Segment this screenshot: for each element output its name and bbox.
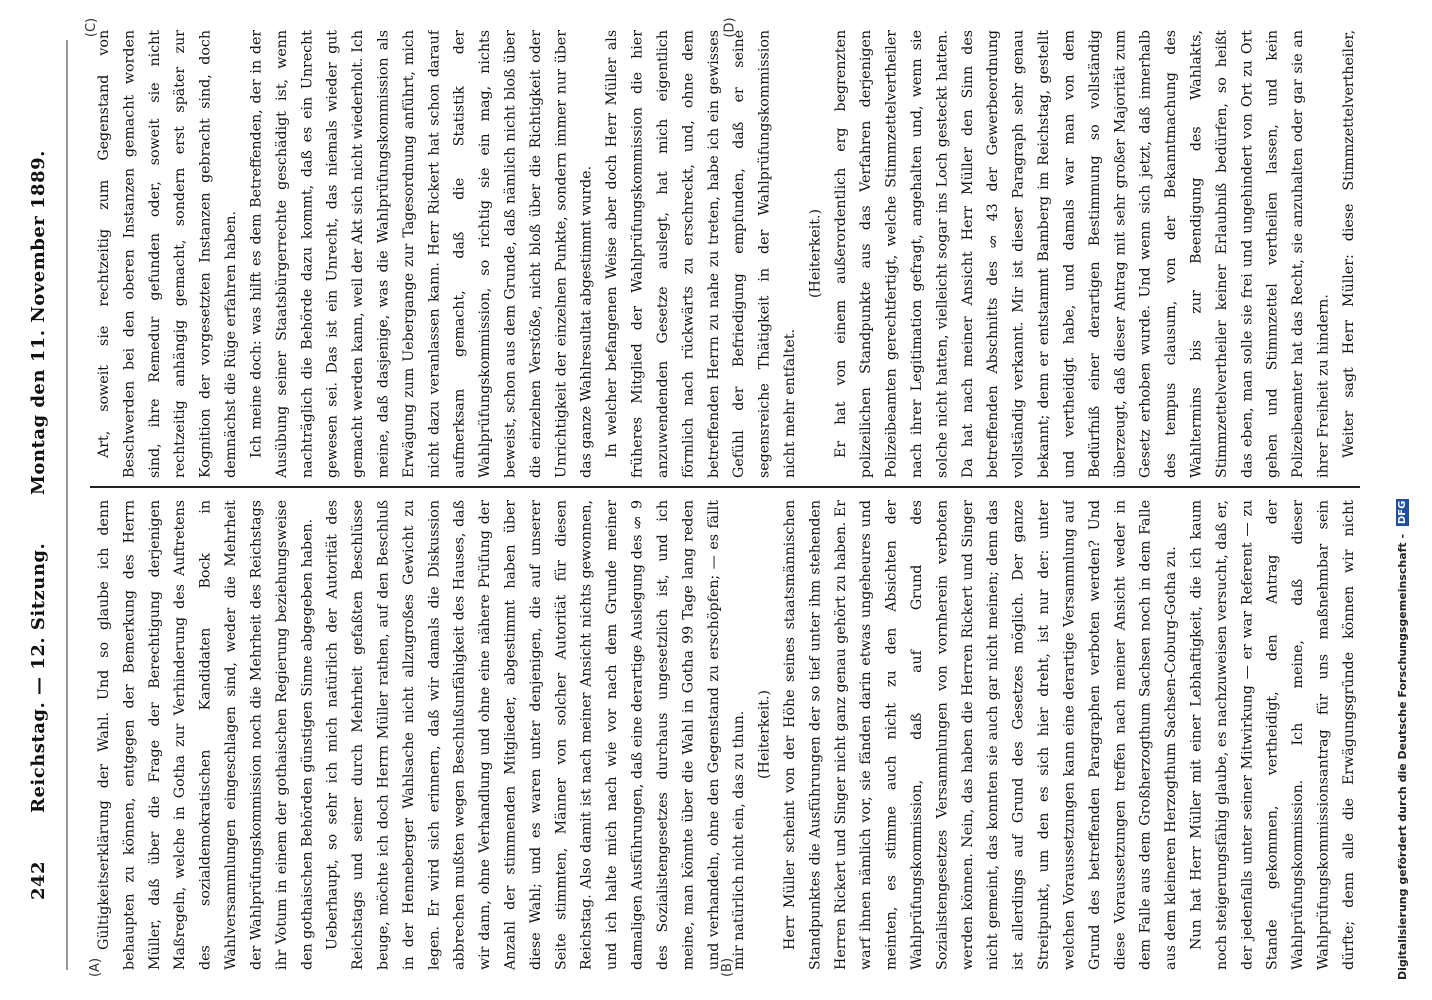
dfg-logo: DFG	[1397, 500, 1408, 525]
paragraph: Nun hat Herr Müller mit einer Lebhaftigkeit, die ich kaum noch steigerungsfähig glaube, es nachzuweisen versucht, daß er, der jedenfalls unter seiner Mitwirkung — er war Referent — zu Stande gekommen, vertheidigt, den Antrag der Wahlprüfungskommission. Ich meine, daß dieser Wahlprüfungskommissionsantrag für uns maßnehmbar sein dürfte; denn alle die Erwägungsgründe können wir nicht	[1188, 500, 1357, 970]
paragraph: Er hat von einem außerordentlich erg begrenzten polizeilichen Standpunkte aus das Verfahren derjenigen Polizeibeamten gerechtfertigt, welche Stimmzettelvertheiler nach ihrer Legitimation gefragt, angehalten und, wenn sie solche nicht hatten, vielleicht sogar ins Loch gesteckt hatten. Da hat nach meiner Ansicht Herr Müller den Sinn des betreffenden Abschnitts des § 43 der Gewerbeordnung vollständig verkannt. Mir ist dieser Paragraph sehr genau bekannt; denn er entstammt Bamberg im Reichstag, gestellt und vertheidigt habe, und damals war man von dem Bedürfniß einer derartigen Bestimmung so vollständig überzeugt, daß dieser Antrag mit sehr großer Majorität zum Gesetz erhoben wurde. Und wenn sich jetzt, daß innerhalb des tempus clausum, von der Bekanntmachung des Wahltermins bis zur Beendigung des Wahlakts, Stimmzettelvertheiler keiner Erlaubniß bedürfen, so heißt das eben, man solle sie frei und ungehindert von Ort zu Ort gehen und Stimmzettel vertheilen lassen, und kein Polizeibeamter hat das Recht, sie anzuhalten oder gar sie an ihrer Freiheit zu hindern.	[832, 30, 1332, 478]
paragraph: Ich meine doch: was hilft es dem Betreffenden, der in der Ausübung seiner Staatsbürgerrechte geschädigt ist, wenn nachträglich die Behörde dazu kommt, daß es ein Unrecht gewesen sei. Das ist ein Unrecht, das niemals wieder gut gemacht werden kann, weil der Akt sich nicht wiederholt. Ich meine, daß dasjenige, was die Wahlprüfungskommission als Erwägung zum Uebergange zur Tagesordnung anführt, mich nicht dazu veranlassen kann. Herr Rickert hat schon darauf aufmerksam gemacht, daß die Statistik der Wahlprüfungskommission, so richtig sie ein mag, nichts beweist, schon aus dem Grunde, daß nämlich nicht bloß über die einzelnen Verstöße, nicht bloß über die Richtigkeit oder Unrichtigkeit der einzelnen Punkte, sondern immer nur über das ganze Wahlresultat abgestimmt wurde.	[248, 30, 595, 478]
left-column	[92, 500, 1360, 970]
header-title: Reichstag. — 12. Sitzung.	[28, 542, 49, 814]
margin-mark-d: (D)	[722, 17, 738, 38]
paragraph: Gültigkeitserklärung der Wahl. Und so glaube ich denn behaupten zu können, entgegen der Bemerkung des Herrn Müller, daß über die Frage der Berechtigung derjenigen Maßregeln, welche in Gotha zur Verhinderung des Auftretens des sozialdemokratischen Kandidaten Bock in Wahlversammlungen eingeschlagen sind, weder die Mehrheit der Wahlprüfungskommission noch die Mehrheit des Reichstags ihr Votum in einem der gothaischen Regierung beziehungsweise den gothaischen Behörden günstigen Sinne abgegeben haben.	[96, 500, 316, 970]
margin-mark-c: (C)	[84, 17, 100, 38]
column-divider	[90, 486, 1360, 488]
paragraph: Art, soweit sie rechtzeitig zum Gegenstand von Beschwerden bei den oberen Instanzen gemacht worden sind, ihre Remedur gefunden oder, soweit sie nicht rechtzeitig anhängig gemacht, sondern erst später zur Kognition der vorgesetzten Instanzen gebracht sind, doch demnächst die Rüge erfahren haben.	[96, 30, 240, 478]
paragraph: Ueberhaupt, so sehr ich mich natürlich der Autorität des Reichstags und seiner durch Mehrheit gefaßten Beschlüsse beuge, möchte ich doch Herrn Müller rathen, auf den Beschluß in der Henneberger Wahlsache nicht allzugroßes Gewicht zu legen. Er wird sich erinnern, daß wir damals die Diskussion abbrechen mußten wegen Beschlußunfähigkeit des Hauses, daß wir dann, ohne Verhandlung und ohne eine nähere Prüfung der Anzahl der stimmenden Mitglieder, abgestimmt haben über diese Wahl; und es waren unter denjenigen, die auf unserer Seite stimmten, Männer von solcher Autorität für diesen Reichstag. Also damit ist nach meiner Ansicht nichts gewonnen, und ich halte mich nach wie vor nach dem Grunde meiner damaligen Ausführungen, daß eine derartige Auslegung des § 9 des Sozialistengesetzes durchaus ungesetzlich ist, und ich meine, man könnte über die Wahl in Gotha 99 Tage lang reden und verhandeln, ohne den Gegenstand zu erschöpfen; — es fällt mir natürlich nicht ein, das zu thun.	[324, 500, 748, 970]
paragraph: Weiter sagt Herr Müller: diese Stimmzettelvertheiler,	[1340, 30, 1357, 459]
paragraph: Herr Müller scheint von der Höhe seines staatsmännischen Standpunktes die Ausführungen der so tief unter ihm stehenden Herren Rickert und Singer nicht ganz genau gehört zu haben. Er warf ihnen nämlich vor, sie fänden darin etwas ungeheures und meinten, es stimme auch nicht zu den Absichten der Wahlprüfungskommission, daß auf Grund des Sozialistengesetzes Versammlungen von vornherein verboten werden können. Nein, das haben die Herren Rickert und Singer nicht gemeint, das konnten sie auch gar nicht meinen; denn das ist allerdings auf Grund des Gesetzes möglich. Der ganze Streitpunkt, um den es sich hier dreht, ist nur der: unter welchen Voraussetzungen kann eine derartige Versammlung auf Grund des betreffenden Paragraphen verboten werden? Und diese Voraussetzungen treffen nach meiner Ansicht weder in dem Falle aus dem Großherzogthum Sachsen noch in dem Falle aus dem kleineren Herzogthum Sachsen-Coburg-Gotha zu.	[781, 500, 1180, 970]
interjection: (Heiterkeit.)	[756, 690, 773, 780]
digitization-credit	[1396, 20, 1420, 980]
running-header	[28, 150, 49, 900]
page-number: 242	[28, 860, 49, 900]
interjection: (Heiterkeit.)	[807, 209, 824, 299]
margin-mark-a: (A)	[88, 957, 104, 978]
margin-mark-b: (B)	[720, 957, 736, 978]
right-column	[92, 30, 1360, 478]
header-date: Montag den 11. November 1889.	[28, 150, 49, 495]
credit-text: Digitalisierung gefördert durch die Deutsche Forschungsgemeinschaft -	[1396, 533, 1409, 980]
paragraph: In welcher befangenen Weise aber doch Herr Müller als früheres Mitglied der Wahlprüfungskommission die hier anzuwendenden Gesetze auslegt, hat mich eigentlich förmlich nach rückwärts zu erschreckt, und, ohne dem betreffenden Herrn zu nahe zu treten, habe ich ein gewisses Gefühl der Befriedigung empfunden, daß er seine segensreiche Thätigkeit in der Wahlprüfungskommission nicht mehr entfaltet.	[604, 30, 798, 478]
header-rule	[66, 40, 68, 970]
